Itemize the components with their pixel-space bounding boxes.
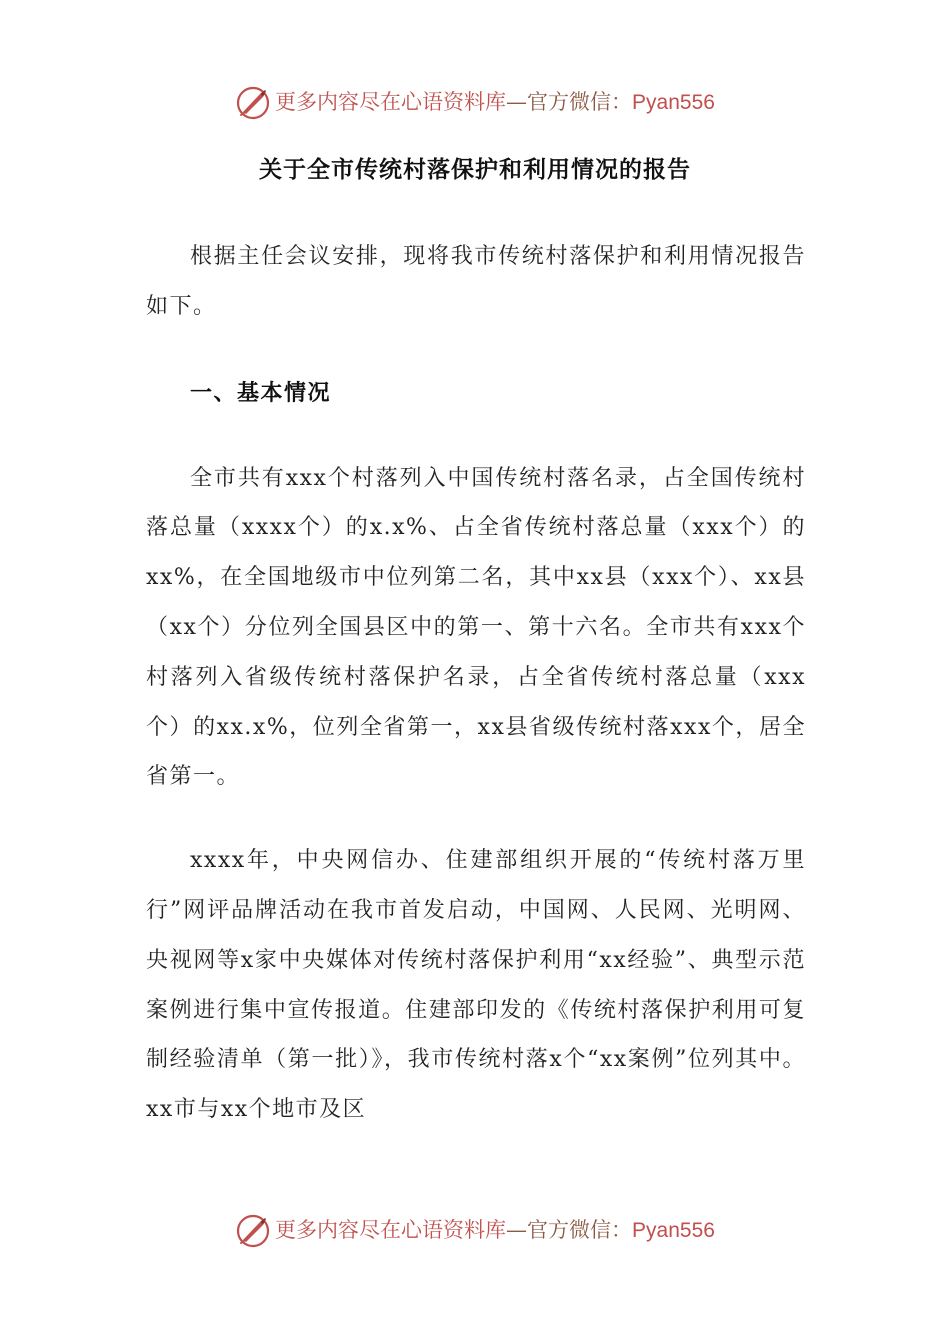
- header-banner-text: [275, 84, 715, 121]
- footer-library-text: 更多内容尽在心语资料库: [275, 1218, 507, 1242]
- paragraph-village-statistics: 全市共有xxx个村落列入中国传统村落名录，占全国传统村落总量（xxxx个）的x.x%、占全省传统村落总量（xxx个）的xx%，在全国地级市中位列第二名，其中xx县（xxx个）、xx县（xx个）分位列全国县区中的第一、第十六名。全市共有xxx个村落列入省级传统村落保护名录，占全省传统村落总量（xxx个）的xx.x%，位列全省第一，xx县省级传统村落xxx个，居全省第一。: [146, 465, 806, 790]
- header-library-text: 更多内容尽在心语资料库: [275, 90, 507, 114]
- quill-logo-icon: [235, 85, 271, 121]
- intro-paragraph: 根据主任会议安排，现将我市传统村落保护和利用情况报告如下。: [146, 244, 806, 319]
- header-wechat-id: Pyan556: [632, 91, 715, 114]
- footer-banner-text: [275, 1212, 715, 1249]
- footer-wechat-label: —官方微信：: [506, 1218, 633, 1242]
- document-body: [146, 232, 806, 1135]
- header-banner: [0, 84, 950, 121]
- footer-wechat-id: Pyan556: [632, 1219, 715, 1242]
- spacer: [146, 802, 806, 836]
- header-wechat-label: —官方微信：: [506, 90, 633, 114]
- document-title: 关于全市传统村落保护和利用情况的报告: [259, 156, 691, 183]
- quill-logo-icon: [235, 1213, 271, 1249]
- spacer: [146, 332, 806, 368]
- footer-banner: [0, 1212, 950, 1249]
- spacer: [146, 418, 806, 454]
- paragraph-media-campaign: xxxx年，中央网信办、住建部组织开展的“传统村落万里行”网评品牌活动在我市首发启动，中国网、人民网、光明网、央视网等x家中央媒体对传统村落保护利用“xx经验”、典型示范案例进行集中宣传报道。住建部印发的《传统村落保护利用可复制经验清单（第一批）》，我市传统村落x个“xx案例”位列其中。xx市与xx个地市及区: [146, 848, 806, 1123]
- section-heading-basic-situation: 一、基本情况: [190, 379, 332, 406]
